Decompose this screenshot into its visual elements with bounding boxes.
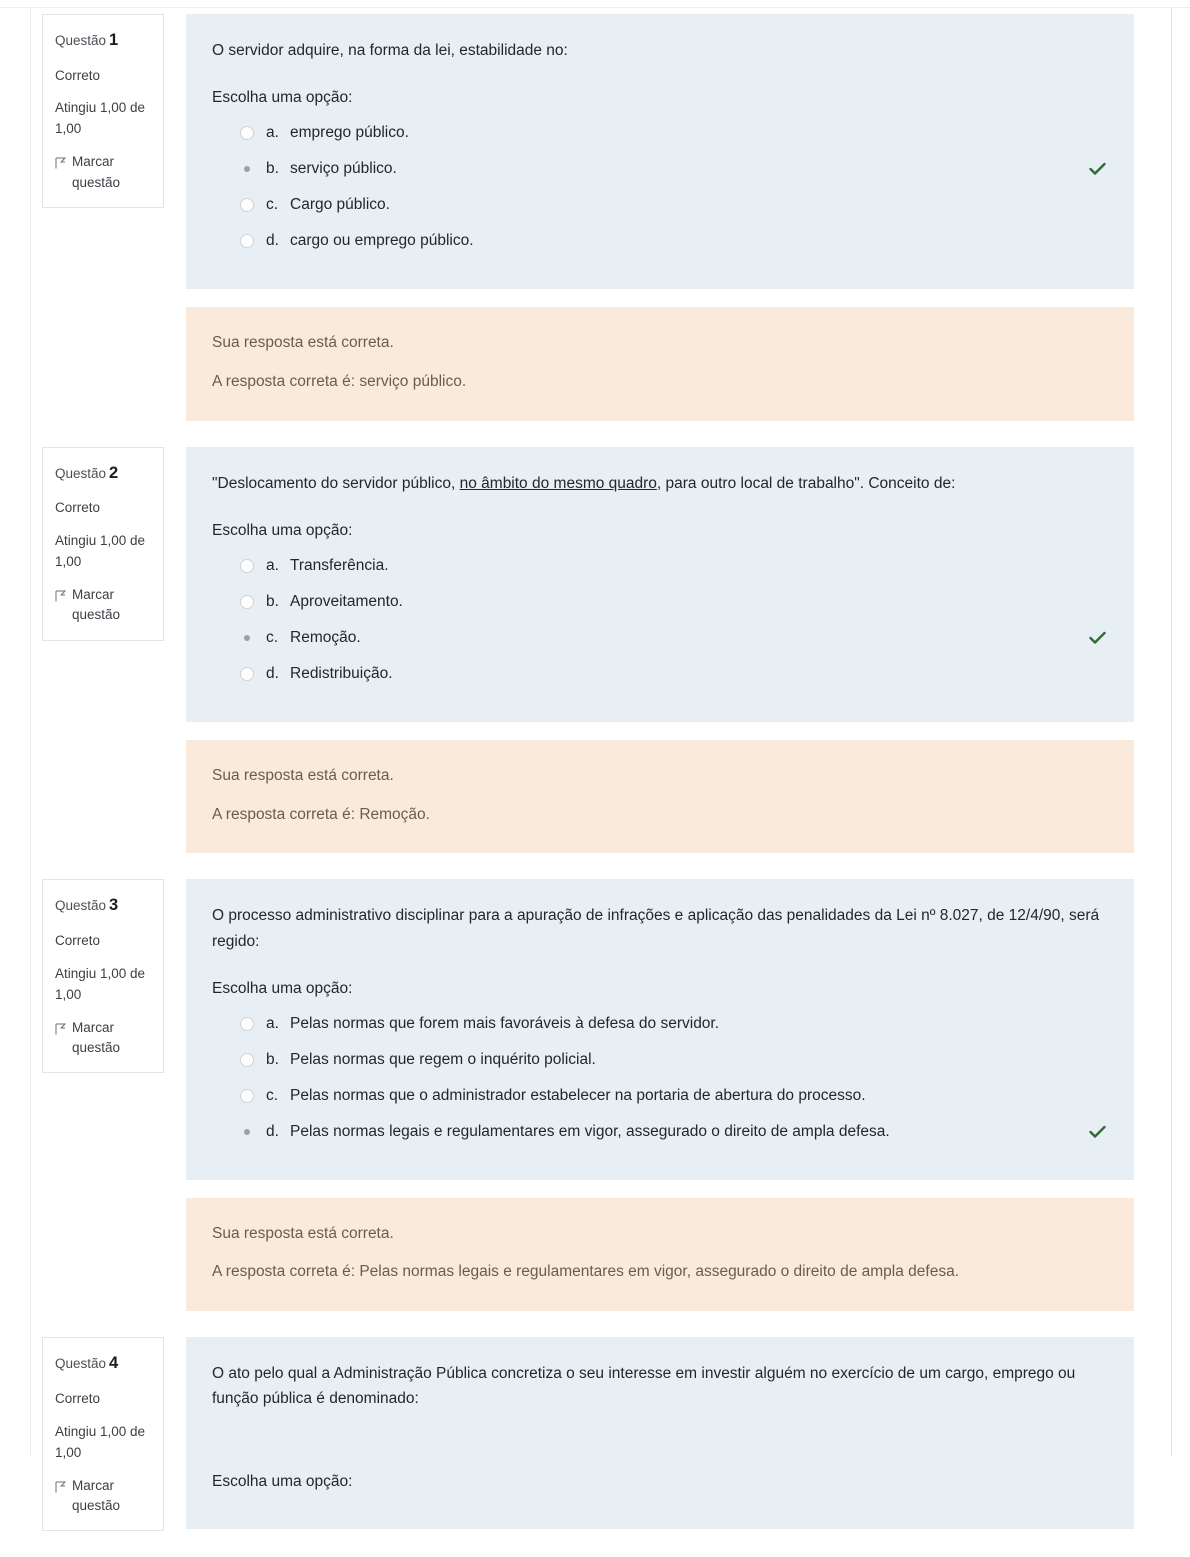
- flag-question-button-1[interactable]: [55, 152, 151, 193]
- feedback-block-2: [186, 740, 1134, 854]
- question-number-value: 4: [109, 1354, 119, 1373]
- radio-2b[interactable]: [240, 595, 254, 609]
- question-stem-suffix-2: , para outro local de trabalho". Conceito de:: [656, 474, 956, 492]
- question-number-label: Questão: [55, 33, 107, 48]
- answer-option-3c[interactable]: [212, 1078, 1108, 1114]
- question-block-3: [0, 879, 1190, 1311]
- question-stem-2: [212, 471, 1108, 496]
- question-number-row-4: [55, 1351, 151, 1377]
- question-state-3: Correto: [55, 932, 101, 948]
- answer-option-2b[interactable]: [212, 584, 1108, 620]
- question-info-1: [42, 14, 164, 208]
- question-body-1: [186, 14, 1134, 421]
- answer-option-1c[interactable]: [212, 187, 1108, 223]
- answer-letter-3c: c.: [266, 1086, 279, 1104]
- answer-option-3a[interactable]: [212, 1006, 1108, 1042]
- radio-3d[interactable]: [240, 1125, 254, 1139]
- question-block-2: [0, 447, 1190, 854]
- answer-text-3d: Pelas normas legais e regulamentares em vigor, assegurado o direito de ampla defesa.: [290, 1122, 890, 1140]
- check-icon-1b: [1086, 162, 1108, 176]
- question-stem-3: O processo administrativo disciplinar para a apuração de infrações e aplicação das penalidades da Lei nº 8.027, de 12/4/90, será regido:: [212, 907, 1100, 950]
- feedback-correct-answer-2: A resposta correta é: Remoção.: [212, 805, 430, 823]
- question-number-value: 3: [109, 896, 119, 915]
- question-info-2: [42, 447, 164, 641]
- question-number-row-3: [55, 893, 151, 919]
- answer-option-3d[interactable]: [212, 1114, 1108, 1150]
- answer-letter-2c: c.: [266, 628, 279, 646]
- answer-text-3c: Pelas normas que o administrador estabelecer na portaria de abertura do processo.: [290, 1086, 866, 1104]
- answers-list-2: [212, 548, 1108, 692]
- answer-option-1d[interactable]: [212, 223, 1108, 259]
- flag-question-label-2: Marcar questão: [72, 587, 121, 623]
- question-content-3: [186, 879, 1134, 1179]
- answer-letter-3d: d.: [266, 1122, 279, 1140]
- answer-letter-2d: d.: [266, 664, 279, 682]
- question-number-row-1: [55, 28, 151, 54]
- radio-1b[interactable]: [240, 162, 254, 176]
- answer-option-1a[interactable]: [212, 115, 1108, 151]
- question-body-3: [186, 879, 1134, 1311]
- answer-text-1b: serviço público.: [290, 160, 397, 178]
- radio-1c[interactable]: [240, 198, 254, 212]
- flag-question-button-2[interactable]: [55, 585, 151, 626]
- radio-2c[interactable]: [240, 631, 254, 645]
- answer-text-1d: cargo ou emprego público.: [290, 232, 474, 250]
- question-body-2: [186, 447, 1134, 854]
- answer-prompt-3: Escolha uma opção:: [212, 979, 353, 997]
- answer-prompt-1: Escolha uma opção:: [212, 89, 353, 107]
- question-state-1: Correto: [55, 67, 101, 83]
- radio-3a[interactable]: [240, 1017, 254, 1031]
- question-body-4: [186, 1337, 1134, 1529]
- question-content-4: [186, 1337, 1134, 1529]
- answer-text-1a: emprego público.: [290, 124, 409, 142]
- question-number-label: Questão: [55, 465, 107, 481]
- answer-letter-3a: a.: [266, 1014, 279, 1032]
- feedback-correct-answer-3: A resposta correta é: Pelas normas legais e regulamentares em vigor, assegurado o direito de ampla defesa.: [212, 1263, 959, 1281]
- check-icon-2c: [1086, 631, 1108, 645]
- question-grade-4: Atingiu 1,00 de 1,00: [55, 1423, 146, 1460]
- answer-letter-1a: a.: [266, 124, 279, 142]
- question-block-1: [0, 14, 1190, 421]
- radio-1d[interactable]: [240, 234, 254, 248]
- flag-question-label-3: Marcar questão: [72, 1019, 121, 1055]
- answer-text-3b: Pelas normas que regem o inquérito policial.: [290, 1050, 596, 1068]
- flag-icon: [55, 588, 66, 609]
- radio-1a[interactable]: [240, 126, 254, 140]
- radio-3c[interactable]: [240, 1089, 254, 1103]
- answer-text-2d: Redistribuição.: [290, 664, 393, 682]
- question-stem-underline-2: no âmbito do mesmo quadro: [459, 474, 657, 492]
- question-stem-text-1: O servidor adquire, na forma da lei, estabilidade no:: [212, 42, 568, 59]
- answer-option-2c[interactable]: [212, 620, 1108, 656]
- question-stem-prefix-2: "Deslocamento do servidor público,: [212, 474, 460, 492]
- answer-letter-2a: a.: [266, 556, 279, 574]
- answer-prompt-4: Escolha uma opção:: [212, 1473, 353, 1491]
- feedback-block-1: [186, 307, 1134, 421]
- question-info-3: [42, 879, 164, 1073]
- question-number-row-2: [55, 461, 151, 487]
- question-content-1: [186, 14, 1134, 289]
- question-number-label: Questão: [55, 898, 107, 914]
- answer-text-2c: Remoção.: [290, 628, 361, 646]
- radio-2d[interactable]: [240, 667, 254, 681]
- question-number-label: Questão: [55, 1356, 107, 1372]
- answer-text-2b: Aproveitamento.: [290, 592, 403, 610]
- question-state-2: Correto: [55, 500, 101, 516]
- answer-letter-1c: c.: [266, 196, 279, 214]
- answer-text-1c: Cargo público.: [290, 196, 390, 214]
- question-number-value: 1: [109, 31, 119, 49]
- answer-letter-3b: b.: [266, 1050, 279, 1068]
- answer-text-3a: Pelas normas que forem mais favoráveis à defesa do servidor.: [290, 1014, 720, 1032]
- flag-icon: [55, 1479, 66, 1500]
- answer-option-2d[interactable]: [212, 656, 1108, 692]
- question-content-2: [186, 447, 1134, 722]
- flag-question-button-3[interactable]: [55, 1018, 151, 1059]
- answer-letter-2b: b.: [266, 592, 279, 610]
- answers-list-3: [212, 1006, 1108, 1150]
- flag-question-button-4[interactable]: [55, 1476, 151, 1517]
- check-icon-3d: [1086, 1125, 1108, 1139]
- flag-icon: [55, 1021, 66, 1042]
- answers-list-1: [212, 115, 1108, 259]
- flag-question-label-1: Marcar questão: [72, 154, 121, 190]
- question-info-4: [42, 1337, 164, 1531]
- answer-option-1b[interactable]: [212, 151, 1108, 187]
- question-state-4: Correto: [55, 1390, 101, 1406]
- question-grade-3: Atingiu 1,00 de 1,00: [55, 965, 146, 1002]
- feedback-status-1: Sua resposta está correta.: [212, 334, 394, 352]
- feedback-block-3: [186, 1198, 1134, 1312]
- question-stem-4: O ato pelo qual a Administração Pública concretiza o seu interesse em investir alguém no exercício de um cargo, emprego ou função pública é denominado:: [212, 1365, 1076, 1408]
- question-number-value: 2: [109, 463, 119, 482]
- answer-option-3b[interactable]: [212, 1042, 1108, 1078]
- answer-text-2a: Transferência.: [290, 556, 389, 574]
- feedback-correct-answer-1: A resposta correta é: serviço público.: [212, 372, 467, 390]
- question-grade-1: Atingiu 1,00 de 1,00: [55, 100, 146, 137]
- answer-prompt-2: Escolha uma opção:: [212, 521, 353, 539]
- question-block-4: [0, 1337, 1190, 1531]
- feedback-status-2: Sua resposta está correta.: [212, 766, 394, 784]
- radio-2a[interactable]: [240, 559, 254, 573]
- flag-question-label-4: Marcar questão: [72, 1477, 121, 1513]
- answer-letter-1b: b.: [266, 160, 279, 178]
- feedback-status-3: Sua resposta está correta.: [212, 1224, 394, 1242]
- answer-letter-1d: d.: [266, 232, 279, 250]
- answer-option-2a[interactable]: [212, 548, 1108, 584]
- question-stem-1: [212, 38, 1108, 63]
- radio-3b[interactable]: [240, 1053, 254, 1067]
- question-grade-2: Atingiu 1,00 de 1,00: [55, 533, 146, 570]
- flag-icon: [55, 155, 66, 176]
